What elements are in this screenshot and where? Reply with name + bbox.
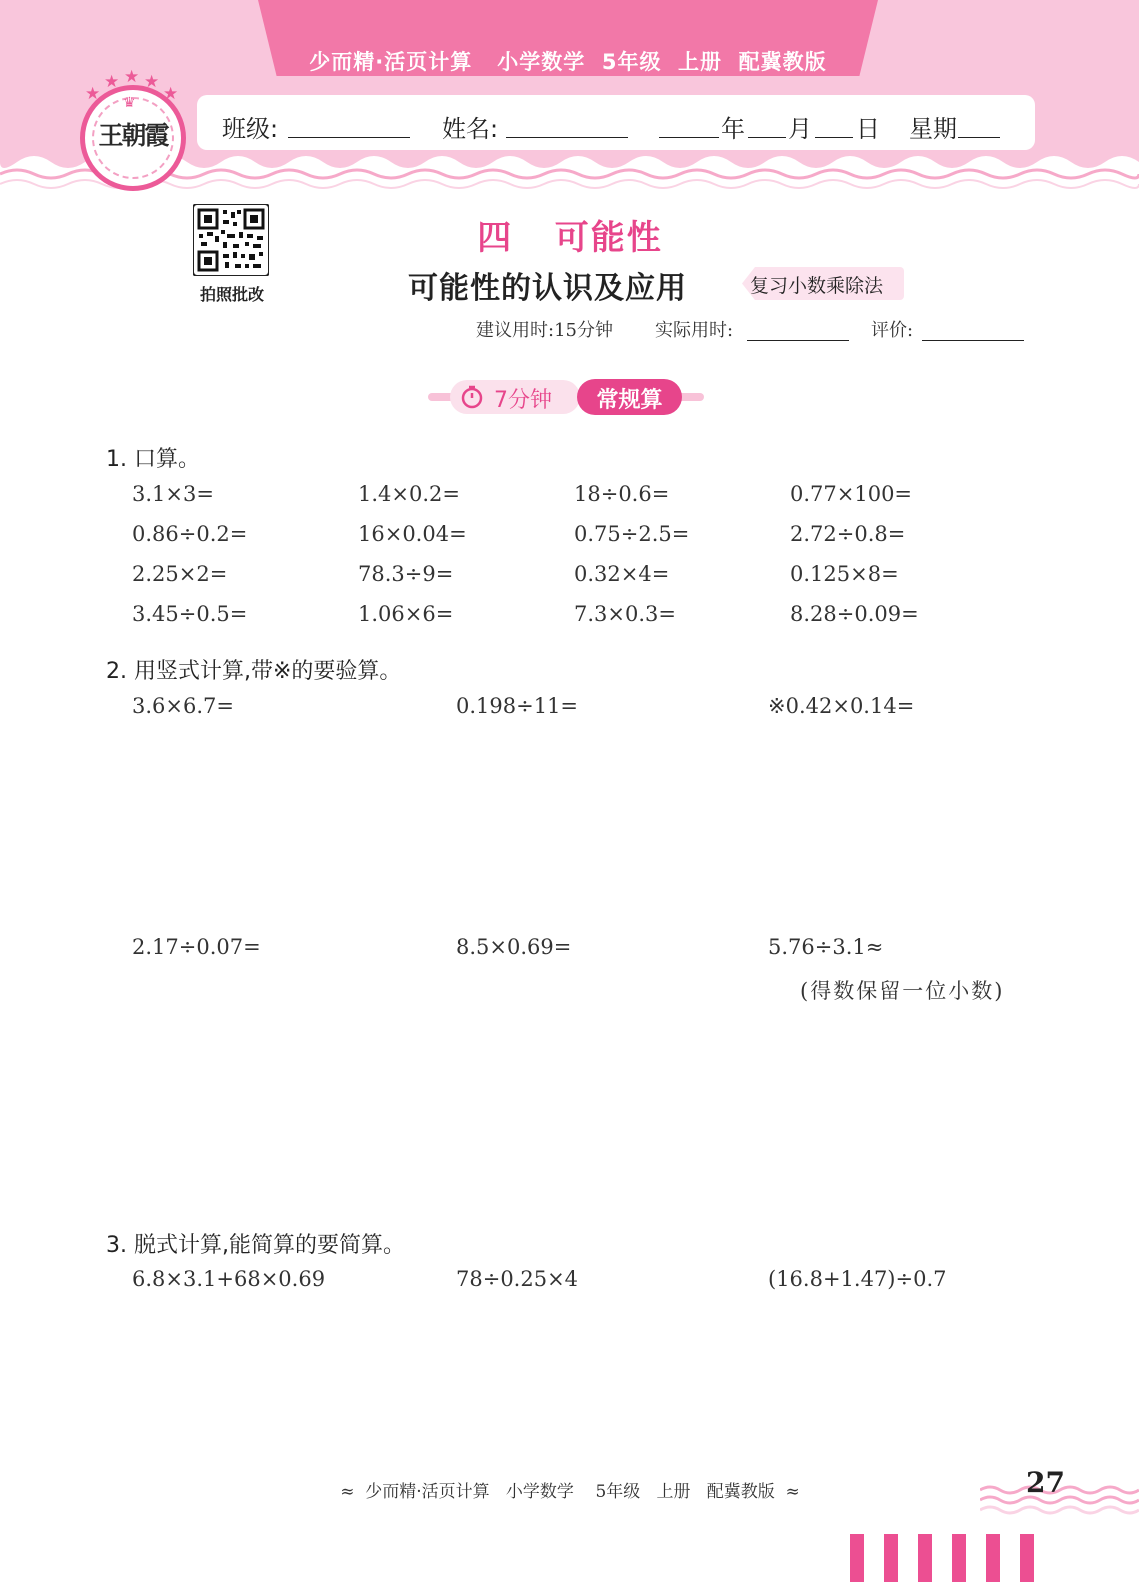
weekday-label: 星期 [909,115,957,143]
oral-item: 0.77×100= [790,482,913,506]
stepwise-item: (16.8+1.47)÷0.7 [768,1267,947,1291]
actual-time-label: 实际用时: [655,320,734,341]
rating-label: 评价: [871,320,914,341]
oral-item: 3.45÷0.5= [132,602,248,626]
oral-item: 0.75÷2.5= [574,522,690,546]
oral-item: 1.06×6= [358,602,454,626]
q1-heading: 1. 口算。 [106,447,200,472]
review-tag-label: 复习小数乘除法 [750,275,884,297]
star-icon: ★ [85,84,101,104]
deco-bar [884,1534,898,1582]
deco-bar [986,1534,1000,1582]
vertical-item: ※0.42×0.14= [768,694,915,718]
day-field[interactable] [815,137,853,138]
page-number: 27 [1026,1466,1065,1499]
vertical-item: 8.5×0.69= [456,935,572,959]
star-icon: ★ [104,72,120,92]
logo-text: 王朝霞 [98,121,168,150]
month-label: 月 [788,115,812,143]
name-field[interactable] [506,137,628,138]
crown-icon: ♛ [123,95,136,111]
oral-item: 0.32×4= [574,562,670,586]
stepwise-item: 6.8×3.1+68×0.69 [132,1267,326,1291]
section-name: 常规算 [596,388,663,413]
rounding-note: (得数保留一位小数) [800,979,1005,1003]
oral-item: 0.125×8= [790,562,899,586]
class-label: 班级: [222,115,279,143]
oral-item: 1.4×0.2= [358,482,460,506]
oral-item: 78.3÷9= [358,562,454,586]
series-title: 少而精·活页计算 小学数学 5年级 上册 配冀教版 [309,50,827,74]
vertical-item: 5.76÷3.1≈ [768,935,884,959]
deco-bar [1020,1534,1034,1582]
stopwatch-icon [460,385,484,409]
oral-item: 2.72÷0.8= [790,522,906,546]
month-field[interactable] [748,137,786,138]
vertical-item: 2.17÷0.07= [132,935,261,959]
lesson-title: 可能性的认识及应用 [408,271,687,306]
year-field[interactable] [659,137,719,138]
star-icon: ★ [163,84,179,104]
day-label: 日 [856,115,880,143]
year-label: 年 [721,115,745,143]
deco-bar [850,1534,864,1582]
actual-time-field[interactable] [747,340,849,341]
section-time: 7分钟 [494,388,552,413]
qr-caption: 拍照批改 [199,285,264,304]
vertical-item: 3.6×6.7= [132,694,234,718]
oral-item: 0.86÷0.2= [132,522,248,546]
deco-bar [918,1534,932,1582]
footer-series: ≈ 少而精·活页计算 小学数学 5年级 上册 配冀教版 ≈ [340,1482,800,1502]
oral-item: 8.28÷0.09= [790,602,919,626]
class-field[interactable] [288,137,410,138]
oral-item: 16×0.04= [358,522,467,546]
oral-item: 2.25×2= [132,562,228,586]
suggested-time: 建议用时:15分钟 [476,320,613,341]
rating-field[interactable] [922,340,1024,341]
star-icon: ★ [144,72,160,92]
q2-heading: 2. 用竖式计算,带※的要验算。 [106,659,402,684]
stepwise-item: 78÷0.25×4 [456,1267,579,1291]
weekday-field[interactable] [958,137,1000,138]
vertical-item: 0.198÷11= [456,694,579,718]
oral-item: 7.3×0.3= [574,602,676,626]
q3-heading: 3. 脱式计算,能简算的要简算。 [106,1233,405,1258]
oral-item: 3.1×3= [132,482,214,506]
deco-bar [952,1534,966,1582]
oral-item: 18÷0.6= [574,482,670,506]
star-icon: ★ [124,67,140,87]
name-label: 姓名: [442,115,499,143]
unit-title: 四 可能性 [477,218,663,258]
qr-code-icon[interactable] [193,204,269,276]
